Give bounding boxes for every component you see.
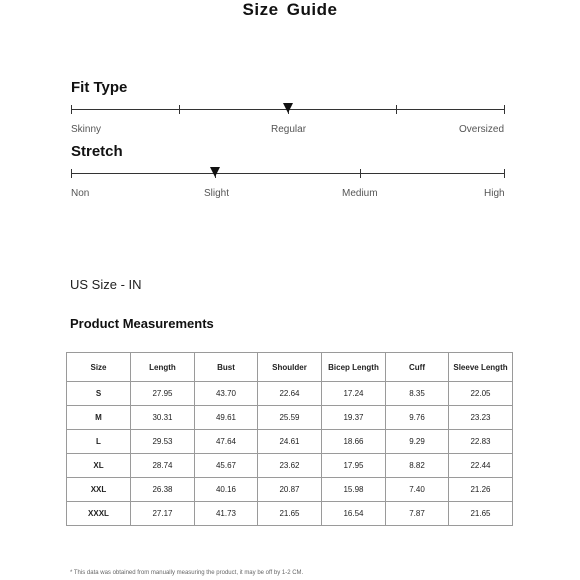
table-cell: 9.76 <box>386 406 449 430</box>
table-cell: 20.87 <box>258 478 322 502</box>
column-header: Bust <box>195 353 258 382</box>
table-cell: 23.62 <box>258 454 322 478</box>
table-row <box>67 430 513 454</box>
table-cell: 45.67 <box>195 454 258 478</box>
table-cell: 43.70 <box>195 382 258 406</box>
table-cell: 15.98 <box>322 478 386 502</box>
stretch-label-medium: Medium <box>342 188 378 199</box>
table-header-row <box>67 353 513 382</box>
table-cell: 16.54 <box>322 502 386 526</box>
stretch-scale-line <box>71 173 505 174</box>
table-cell: L <box>67 430 131 454</box>
fit-type-label-oversized: Oversized <box>459 124 505 135</box>
fit-type-marker-icon <box>283 103 293 113</box>
table-cell: 8.35 <box>386 382 449 406</box>
fit-type-tick-5 <box>504 105 505 114</box>
table-cell: 7.87 <box>386 502 449 526</box>
table-cell: 41.73 <box>195 502 258 526</box>
table-row <box>67 502 513 526</box>
fit-type-label-regular: Regular <box>271 124 307 135</box>
table-cell: 26.38 <box>131 478 195 502</box>
table-cell: S <box>67 382 131 406</box>
footnote: * This data was obtained from manually measuring the product, it may be off by 1-2 CM. <box>70 570 304 576</box>
table-cell: XXXL <box>67 502 131 526</box>
column-header: Size <box>67 353 131 382</box>
fit-type-heading: Fit Type <box>71 79 128 96</box>
measurements-heading: Product Measurements <box>70 316 214 331</box>
fit-type-tick-4 <box>396 105 397 114</box>
fit-type-tick-1 <box>71 105 72 114</box>
table-row <box>67 454 513 478</box>
stretch-tick-4 <box>504 169 505 178</box>
fit-type-tick-2 <box>179 105 180 114</box>
table-cell: 8.82 <box>386 454 449 478</box>
table-cell: 40.16 <box>195 478 258 502</box>
table-cell: 22.05 <box>449 382 513 406</box>
table-cell: 28.74 <box>131 454 195 478</box>
stretch-heading: Stretch <box>71 143 123 160</box>
table-cell: 27.17 <box>131 502 195 526</box>
table-cell: 22.83 <box>449 430 513 454</box>
table-cell: XL <box>67 454 131 478</box>
table-row <box>67 406 513 430</box>
table-cell: 23.23 <box>449 406 513 430</box>
table-cell: 19.37 <box>322 406 386 430</box>
table-cell: 7.40 <box>386 478 449 502</box>
table-cell: 18.66 <box>322 430 386 454</box>
table-cell: M <box>67 406 131 430</box>
table-cell: 30.31 <box>131 406 195 430</box>
column-header: Length <box>131 353 195 382</box>
table-cell: 24.61 <box>258 430 322 454</box>
table-cell: 47.64 <box>195 430 258 454</box>
stretch-label-non: Non <box>71 188 90 199</box>
fit-type-scale <box>71 105 505 115</box>
table-cell: 21.65 <box>258 502 322 526</box>
table-cell: 22.44 <box>449 454 513 478</box>
table-cell: 29.53 <box>131 430 195 454</box>
column-header: Cuff <box>386 353 449 382</box>
table-row <box>67 478 513 502</box>
table-cell: 9.29 <box>386 430 449 454</box>
size-system-label: US Size - IN <box>70 277 142 292</box>
table-cell: 17.24 <box>322 382 386 406</box>
table-cell: 21.26 <box>449 478 513 502</box>
stretch-tick-3 <box>360 169 361 178</box>
stretch-scale <box>71 169 505 179</box>
measurements-table <box>66 352 513 526</box>
page-title: Size Guide <box>242 0 338 19</box>
table-cell: XXL <box>67 478 131 502</box>
table-cell: 25.59 <box>258 406 322 430</box>
table-cell: 27.95 <box>131 382 195 406</box>
table-cell: 22.64 <box>258 382 322 406</box>
stretch-tick-1 <box>71 169 72 178</box>
table-cell: 49.61 <box>195 406 258 430</box>
table-cell: 17.95 <box>322 454 386 478</box>
column-header: Bicep Length <box>322 353 386 382</box>
table-cell: 21.65 <box>449 502 513 526</box>
column-header: Shoulder <box>258 353 322 382</box>
stretch-label-high: High <box>484 188 505 199</box>
column-header: Sleeve Length <box>449 353 513 382</box>
stretch-marker-icon <box>210 167 220 177</box>
fit-type-label-skinny: Skinny <box>71 124 102 135</box>
stretch-label-slight: Slight <box>204 188 230 199</box>
table-row <box>67 382 513 406</box>
